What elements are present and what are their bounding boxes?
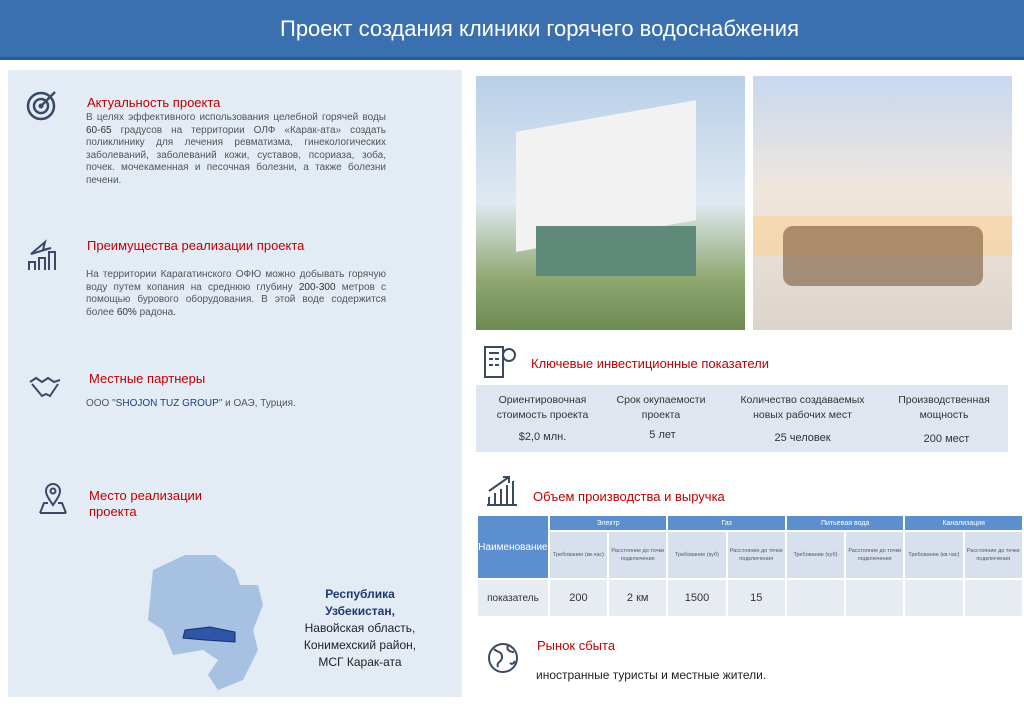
region-map [145, 550, 265, 690]
handshake-icon [28, 372, 62, 406]
partners-text: ООО "SHOJON TUZ GROUP" и ОАЭ, Турция. [86, 398, 296, 409]
location-title: Место реализации проекта [89, 488, 203, 519]
rocket-chart-icon [25, 238, 59, 272]
group-header: Газ [668, 516, 785, 530]
cell: 2 км [609, 580, 666, 616]
address-line: МСГ Карак-ата [318, 655, 402, 669]
production-table [476, 514, 1024, 618]
cell [787, 580, 844, 616]
market-title: Рынок сбыта [537, 638, 616, 653]
sub-header: Требование (кв.час) [550, 532, 607, 578]
address-line: Республика Узбекистан, [325, 587, 395, 618]
address-line: Навойская область, [304, 621, 416, 635]
sub-header: Расстояние до точки подключения [728, 532, 785, 578]
cell [905, 580, 962, 616]
sub-header: Требование (куб) [787, 532, 844, 578]
relevance-title: Актуальность проекта [87, 95, 221, 110]
salt-room-image [753, 76, 1012, 330]
advantages-text: На территории Карагатинского ОФЮ можно добывать горячую воду путем копания на среднюю глубину 200-300 метров с помощью бурового оборудования. В этой воде содержится более 60% радона. [86, 269, 386, 318]
globe-icon [486, 641, 520, 675]
header-bar [0, 0, 1024, 60]
cell [846, 580, 903, 616]
map-pin-icon [36, 481, 70, 515]
row-label: показатель [478, 580, 548, 616]
table-row [478, 580, 1022, 616]
name-header: Наименование [478, 516, 548, 578]
group-header: Питьевая вода [787, 516, 904, 530]
sub-header: Расстояние до точки подключения [965, 532, 1023, 578]
group-header: Электр [550, 516, 667, 530]
relevance-text: В целях эффективного использования целебной горячей воды 60-65 градусов на территории ОЛФ «Карак-ата» создать поликлинику для лечения ревматизма, гинекологических заболеваний, заболеваний кожи, суставов, псориаза, зоба, почек. мочекаменная и песочная болезни, а также болезни печени. [86, 112, 386, 186]
cell: 1500 [668, 580, 725, 616]
calculator-chart-icon [483, 345, 517, 379]
production-title: Объем производства и выручка [533, 489, 725, 504]
target-icon [25, 88, 59, 122]
location-address [290, 586, 430, 671]
address-line: Конимехский район, [303, 638, 417, 652]
advantages-title: Преимущества реализации проекта [87, 238, 305, 253]
sub-header: Требование (кв.час) [905, 532, 962, 578]
growth-chart-icon [485, 473, 519, 507]
cell [965, 580, 1023, 616]
cell: 15 [728, 580, 785, 616]
sub-header: Расстояние до точки подключения [846, 532, 903, 578]
group-header: Канализация [905, 516, 1022, 530]
market-text: иностранные туристы и местные жители. [536, 668, 767, 682]
partners-title: Местные партнеры [89, 371, 206, 386]
kpi-title: Ключевые инвестиционные показатели [531, 356, 770, 371]
clinic-building-image [476, 76, 745, 330]
kpi-panel: Ориентировочная стоимость проекта $2,0 млн. Срок окупаемости проекта 5 лет Количество создаваемых новых рабочих мест 25 человек Производственная мощность 200 мест [476, 385, 1008, 452]
sub-header: Требование (куб) [668, 532, 725, 578]
page-title: Проект создания клиники горячего водоснабжения [280, 16, 799, 41]
sub-header: Расстояние до точки подключения [609, 532, 666, 578]
cell: 200 [550, 580, 607, 616]
